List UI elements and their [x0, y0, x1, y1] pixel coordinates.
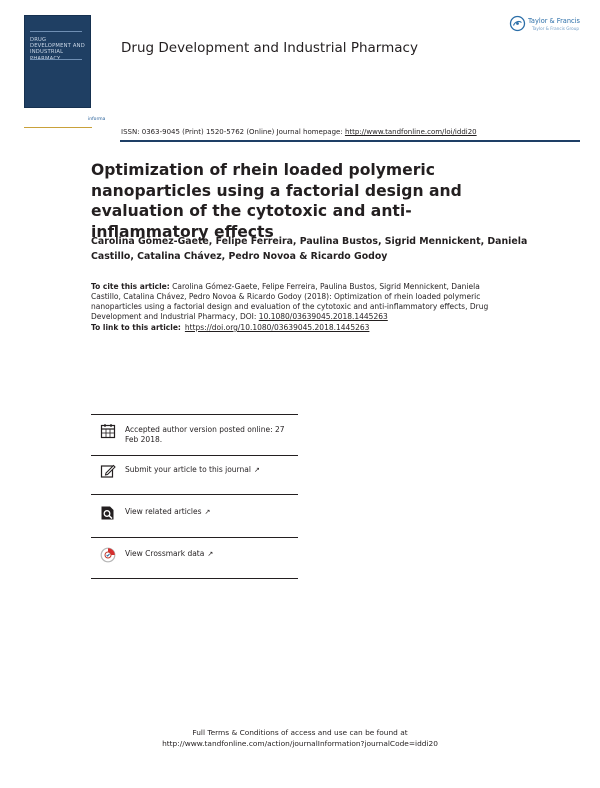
header-divider	[120, 140, 580, 142]
submit-article-item[interactable]	[91, 463, 298, 481]
article-doi-link[interactable]: https://doi.org/10.1080/03639045.2018.1445263	[184, 323, 370, 332]
related-articles-item[interactable]	[91, 505, 298, 523]
related-articles-link[interactable]	[125, 507, 300, 517]
journal-title[interactable]: Drug Development and Industrial Pharmacy	[121, 40, 418, 56]
accepted-date-text: Accepted author version posted online: 27 Feb 2018.	[125, 425, 285, 444]
submit-edit-icon	[100, 463, 116, 479]
citation-block	[91, 282, 511, 322]
external-link-icon: ↗	[253, 466, 260, 474]
article-title: Optimization of rhein loaded polymeric nanoparticles using a factorial design and evaluation of the cytotoxic and anti-inflammatory effects	[91, 161, 462, 241]
terms-link[interactable]: http://www.tandfonline.com/action/journalInformation?journalCode=iddi20	[162, 739, 438, 748]
submit-article-link[interactable]	[125, 465, 300, 475]
list-divider	[91, 578, 298, 579]
crossmark-item[interactable]	[91, 547, 298, 565]
external-link-icon: ↗	[204, 508, 211, 516]
terms-text: Full Terms & Conditions of access and use can be found at	[192, 728, 408, 737]
article-authors: Carolina Gómez-Gaete, Felipe Ferreira, Paulina Bustos, Sigrid Mennickent, Daniela Castillo, Catalina Chávez, Pedro Novoa & Ricardo Godoy	[91, 236, 528, 262]
issn-text: ISSN: 0363-9045 (Print) 1520-5762 (Online) Journal homepage:	[121, 128, 345, 136]
link-label: To link to this article:	[91, 323, 181, 332]
citation-label: To cite this article:	[91, 282, 170, 291]
informa-mark: informa	[88, 117, 106, 122]
accepted-date-item	[91, 423, 298, 451]
journal-cover-image[interactable]	[24, 15, 91, 108]
list-divider	[91, 414, 298, 415]
publisher-name: Taylor & Francis	[528, 17, 580, 25]
informa-rule	[24, 127, 92, 128]
cover-rule	[30, 31, 82, 32]
issn-line	[121, 128, 477, 136]
terms-footer	[0, 727, 600, 749]
crossmark-text: View Crossmark data	[125, 549, 205, 558]
list-divider	[91, 494, 298, 495]
list-divider	[91, 455, 298, 456]
submit-article-text: Submit your article to this journal	[125, 465, 251, 474]
crossmark-icon	[100, 547, 116, 563]
related-search-icon	[100, 505, 116, 521]
journal-homepage-link[interactable]: http://www.tandfonline.com/loi/iddi20	[344, 128, 477, 136]
related-articles-text: View related articles	[125, 507, 202, 516]
publisher-logo-icon	[509, 15, 526, 32]
list-divider	[91, 537, 298, 538]
cover-rule	[30, 59, 82, 60]
external-link-icon: ↗	[207, 550, 214, 558]
publisher-subtitle: Taylor & Francis Group	[532, 26, 580, 31]
citation-text: Carolina Gómez-Gaete, Felipe Ferreira, Paulina Bustos, Sigrid Mennickent, Daniela Castillo, Catalina Chávez, Pedro Novoa & Ricardo Godoy (2018): Optimization of rhein loaded polymeric nanoparticles using a factorial design and evaluation of the cytotoxic and anti-inflammatory effects, Drug Development and Industrial Pharmacy, DOI:	[91, 282, 489, 322]
calendar-icon	[100, 423, 116, 439]
crossmark-link[interactable]	[125, 549, 300, 559]
article-link-row	[91, 323, 369, 332]
cover-title: DRUG DEVELOPMENT AND INDUSTRIAL	[30, 37, 85, 56]
citation-doi-link[interactable]: 10.1080/03639045.2018.1445263	[258, 312, 388, 322]
publisher-logo[interactable]	[509, 15, 585, 37]
